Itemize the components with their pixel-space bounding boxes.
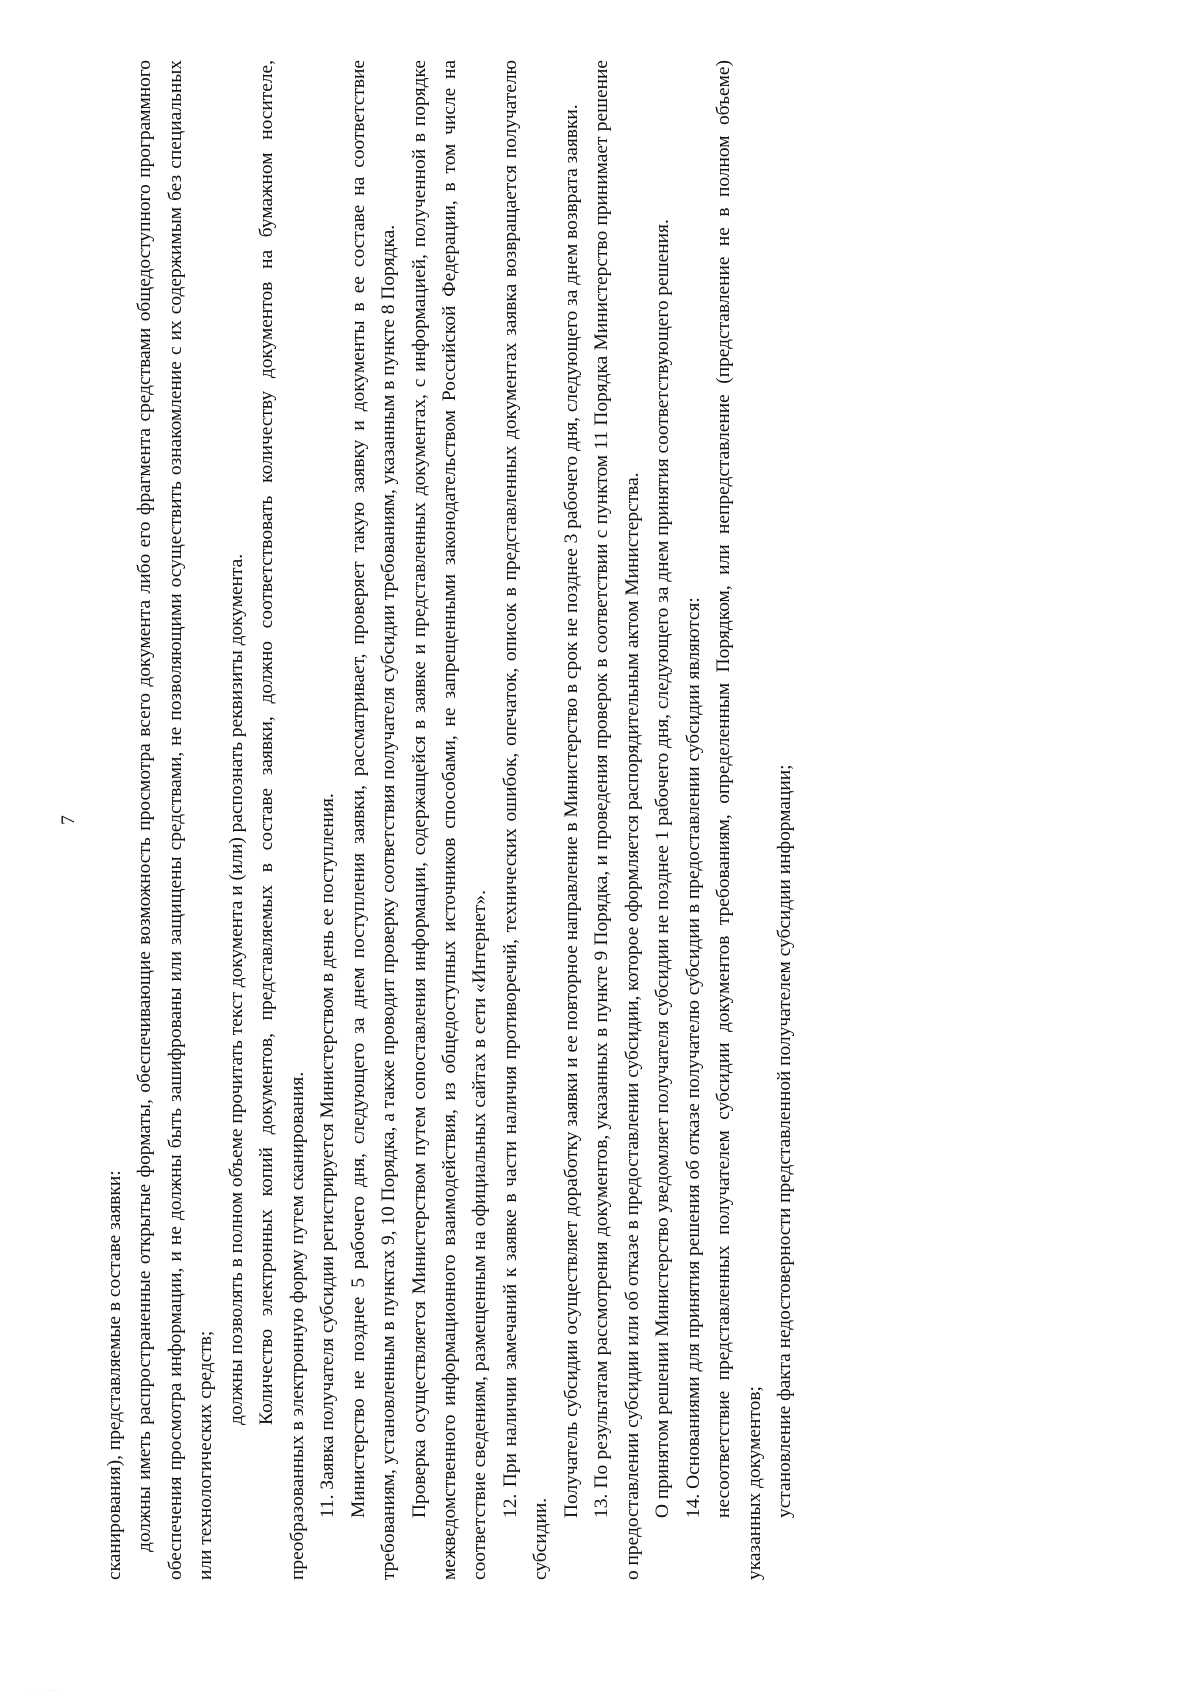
paragraph: должны иметь распространенные открытые форматы, обеспечивающие возможность просмотра всего документа либо его фрагмента средствами общедоступного программного обеспечения просмотра информации, и не должны быть зашифрованы или защищены средствами, не позволяющими осуществить ознакомление с их содержимым без специальных или технологических средств; [134, 60, 217, 1580]
paragraph: Проверка осуществляется Министерством путем сопоставления информации, содержащейся в заявке и представленных документах, с информацией, полученной в порядке межведомственного информационного взаимодействия, из общедоступных источников способами, не запрещенными законодательством Российской Федерации, в том числе на соответствие сведениям, размещенным на официальных сайтах в сети «Интернет». [408, 60, 491, 1580]
paragraph: Количество электронных копий документов, представляемых в составе заявки, должно соответствовать количеству документов на бумажном носителе, преобразованных в электронную форму путем сканирования. [256, 60, 308, 1580]
paragraph: Получатель субсидии осуществляет доработку заявки и ее повторное направление в Министерство в срок не позднее 3 рабочего дня, следующего за днем возврата заявки. [560, 104, 582, 1518]
paragraph: 11. Заявка получателя субсидии регистрируется Министерством в день ее поступления. [317, 793, 339, 1518]
document-body [100, 60, 800, 1580]
page-number: 7 [58, 815, 79, 825]
paragraph: 13. По результатам рассмотрения документов, указанных в пункте 9 Порядка, и проведения проверок в соответствии с пунктом 11 Порядка Министерство принимает решение о предоставлении субсидии или об отказе в предоставлении субсидии, которое оформляется распорядительным актом Министерства. [591, 60, 643, 1580]
paragraph: 12. При наличии замечаний к заявке в части наличия противоречий, технических ошибок, опечаток, описок в представленных документах заявка возвращается получателю субсидии. [499, 60, 552, 1580]
paragraph: 14. Основаниями для принятия решения об отказе получателю субсидии в предоставлении субсидии являются: [682, 597, 704, 1518]
paragraph: несоответствие представленных получателем субсидии документов требованиям, определенным Порядком, или непредставление (представление не в полном объеме) указанных документов; [713, 60, 765, 1580]
paragraph: О принятом решении Министерство уведомляет получателя субсидии не позднее 1 рабочего дня, следующего за днем принятия соответствующего решения. [652, 219, 674, 1518]
paragraph: установление факта недостоверности представленной получателем субсидии информации; [773, 764, 795, 1518]
paragraph: должны позволять в полном объеме прочитать текст документа и (или) распознать реквизиты документа. [225, 553, 247, 1425]
paragraph: Министерство не позднее 5 рабочего дня, следующего за днем поступления заявки, рассматривает, проверяет такую заявку и документы в ее составе на соответствие требованиям, установленным в пунктах 9, 10 Порядка, а также проводит проверку соответствия получателя субсидии требованиям, указанным в пункте 8 Порядка. [347, 60, 400, 1580]
paragraph: сканирования), представляемые в составе заявки: [104, 1170, 125, 1580]
scan-artifact: · ·· ··· [30, 1688, 62, 1695]
rotated-text-block [58, 60, 800, 1580]
